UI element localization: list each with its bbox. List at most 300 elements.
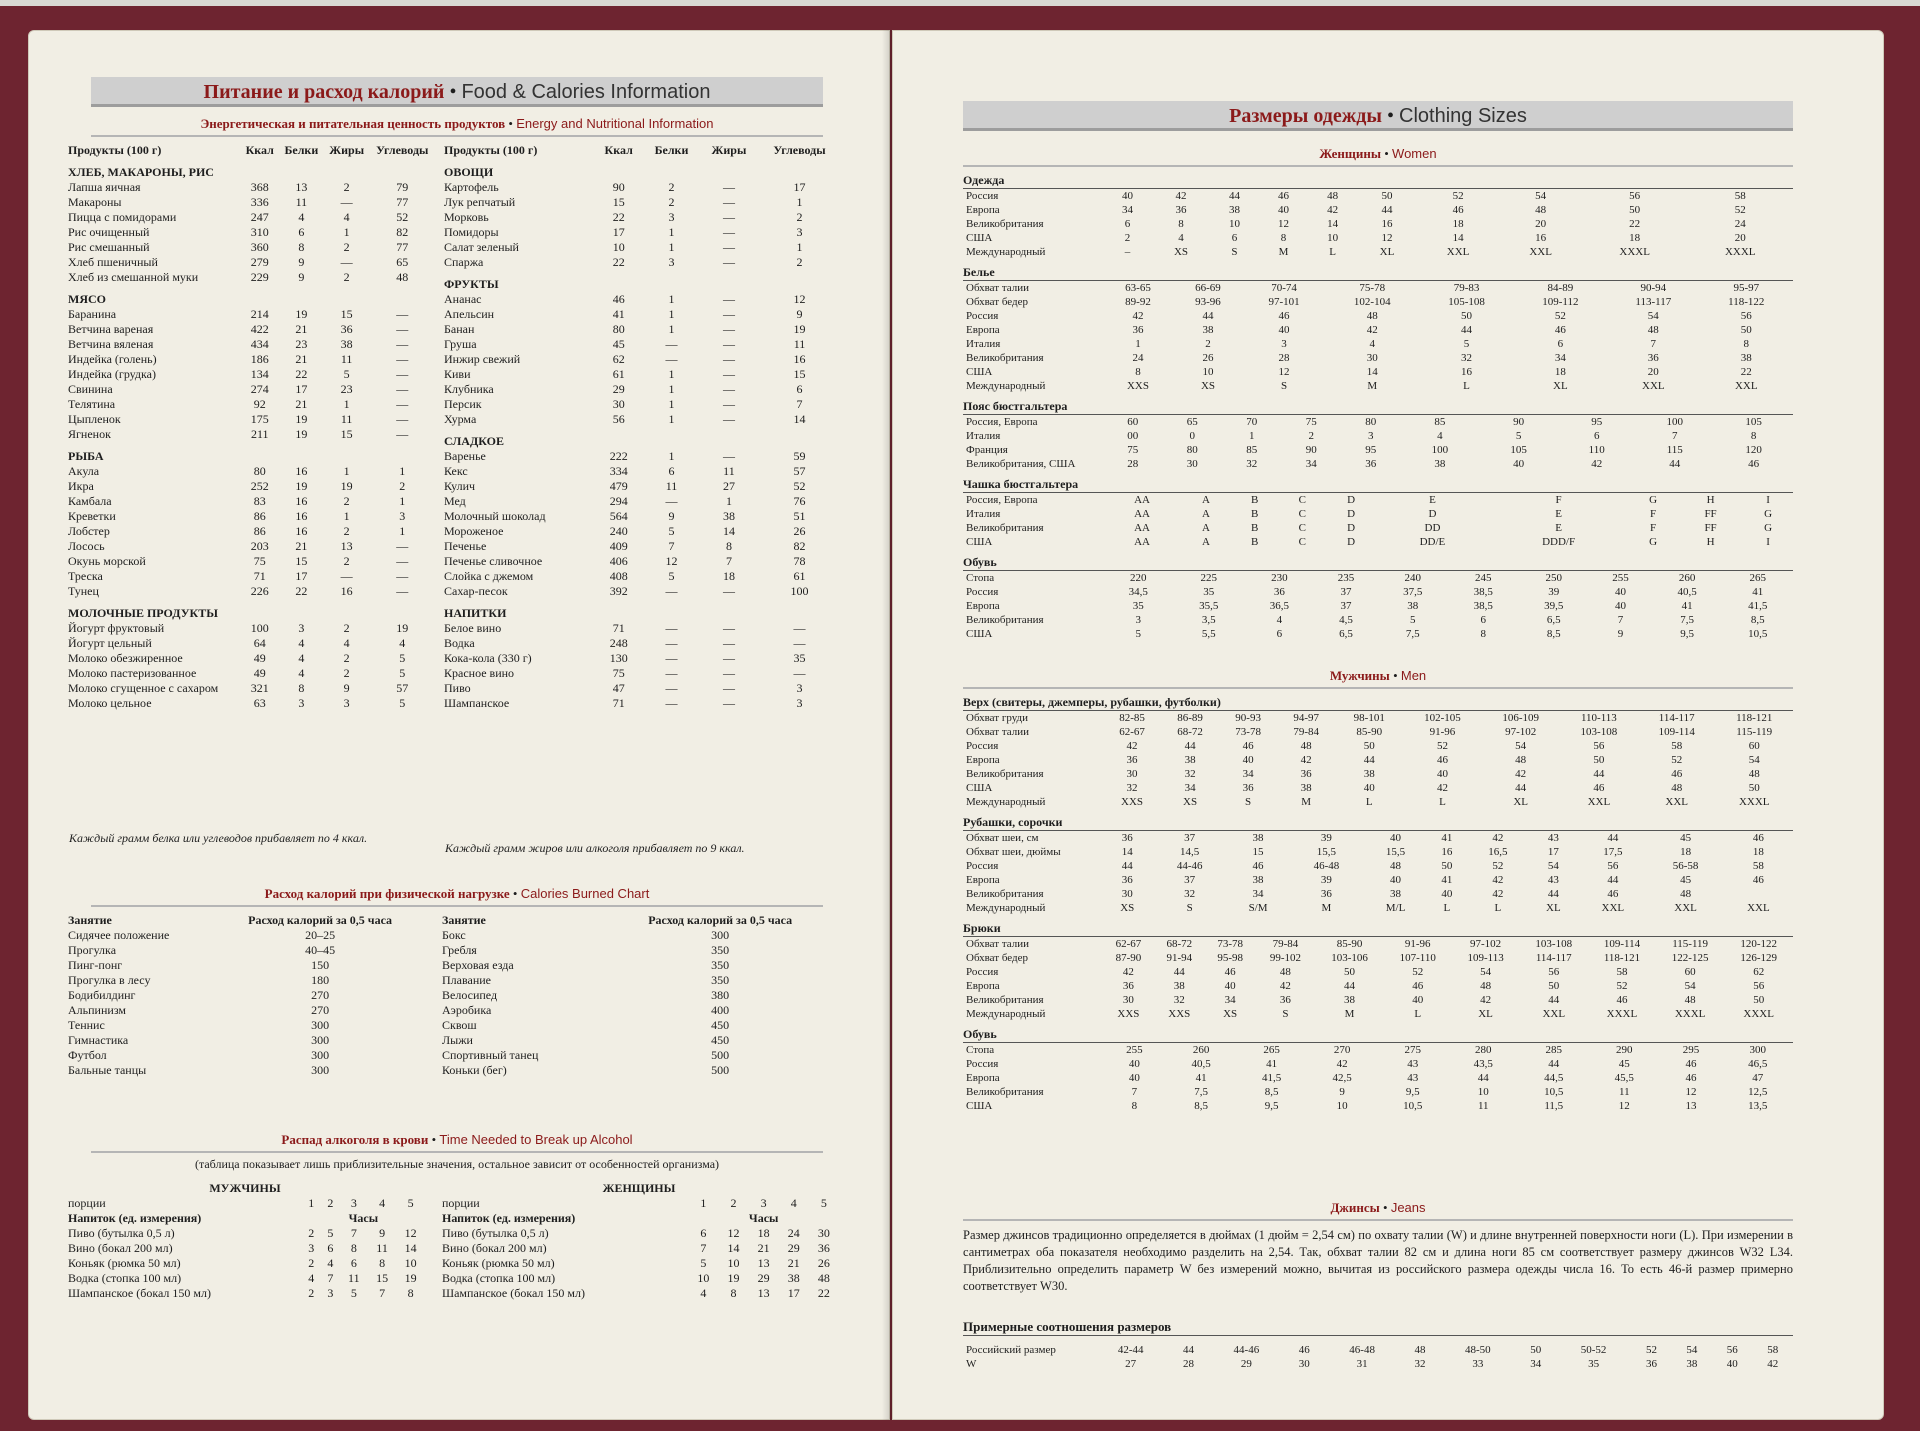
ratio-cell: 42 bbox=[1767, 1358, 1779, 1370]
women-bra-band-cell: 34 bbox=[1305, 458, 1317, 470]
ratio-cell: W bbox=[966, 1358, 977, 1370]
women-clothes-cell: XXL bbox=[1446, 246, 1470, 258]
men-shirts-row bbox=[963, 831, 1793, 845]
women-lingerie-cell: 2 bbox=[1205, 338, 1211, 350]
food-left-cell: 203 bbox=[250, 539, 269, 553]
men-tops-cell: 46 bbox=[1242, 740, 1254, 752]
burn-title-en: Calories Burned Chart bbox=[520, 886, 650, 901]
women-shoes-cell: США bbox=[966, 628, 993, 640]
women-bra-cup-cell: AA bbox=[1134, 494, 1150, 506]
men-trousers-cell: 48 bbox=[1684, 994, 1696, 1006]
women-lingerie-cell: 54 bbox=[1647, 310, 1659, 322]
food-right-row bbox=[441, 524, 841, 539]
women-shoes-cell: 9,5 bbox=[1680, 628, 1695, 640]
alc-women-drink-head: Напиток (ед. измерения) bbox=[442, 1211, 576, 1225]
food-left-cell: Камбала bbox=[68, 494, 112, 508]
men-trousers-cell: 44 bbox=[1173, 966, 1185, 978]
food-left-row bbox=[65, 195, 435, 210]
food-left-cell: 11 bbox=[295, 195, 308, 209]
alc-men-table bbox=[65, 1196, 425, 1301]
protein-note: Каждый грамм белка или углеводов прибавляет по 4 ккал. bbox=[69, 831, 368, 845]
women-bra-band-cell: 30 bbox=[1186, 458, 1198, 470]
food-right-cell: 6 bbox=[668, 464, 675, 478]
food-left-cell: 38 bbox=[340, 337, 353, 351]
men-tops-cell: 36 bbox=[1242, 782, 1254, 794]
women-lingerie-cell: 75-78 bbox=[1359, 282, 1386, 294]
men-tops-cell: 73-78 bbox=[1235, 726, 1261, 738]
food-left-row bbox=[65, 180, 435, 195]
women-lingerie-cell: 12 bbox=[1278, 366, 1290, 378]
men-shoes-cell: 11 bbox=[1477, 1100, 1489, 1112]
men-tops-cell: Великобритания bbox=[966, 768, 1044, 780]
food-left-cell: Треска bbox=[68, 569, 103, 583]
food-right-cell: 7 bbox=[796, 397, 803, 411]
alc-women-portion: порции bbox=[442, 1196, 480, 1210]
burn-right-row bbox=[439, 973, 839, 988]
food-left-cell: 1 bbox=[399, 464, 406, 478]
men-trousers-table bbox=[963, 937, 1793, 1021]
women-shoes-cell: 37 bbox=[1340, 600, 1352, 612]
food-left-cell: 48 bbox=[396, 270, 409, 284]
food-right-row bbox=[441, 621, 841, 636]
food-right-cell: 3 bbox=[668, 255, 675, 269]
women-clothes-cell: 44 bbox=[1381, 204, 1393, 216]
alc-women-cell: 5 bbox=[700, 1256, 707, 1270]
men-trousers-cell: 44 bbox=[1548, 994, 1560, 1006]
alc-women-cell: 21 bbox=[787, 1256, 800, 1270]
men-trousers-cell: S bbox=[1282, 1008, 1289, 1020]
alc-men-cell: Пиво (бутылка 0,5 л) bbox=[68, 1226, 175, 1240]
women-clothes-cell: XS bbox=[1173, 246, 1189, 258]
men-trousers-cell: 79-84 bbox=[1272, 938, 1299, 950]
men-shoes-cell: 285 bbox=[1545, 1044, 1563, 1056]
alc-men-cell: Шампанское (бокал 150 мл) bbox=[68, 1286, 211, 1300]
food-left-cell: 4 bbox=[343, 636, 350, 650]
men-shirts-cell: L bbox=[1494, 902, 1502, 914]
burn-subtitle: Расход калорий при физической нагрузке • Calories Burned Chart bbox=[91, 883, 823, 907]
men-shirts-cell: 46 bbox=[1752, 832, 1764, 844]
women-clothes-cell: 8 bbox=[1280, 232, 1287, 244]
food-right-row bbox=[441, 352, 841, 367]
women-lingerie-cell: 46 bbox=[1278, 310, 1290, 322]
food-right-row bbox=[441, 681, 841, 696]
men-shirts-cell: 54 bbox=[1547, 860, 1559, 872]
men-shoes-cell: Стопа bbox=[966, 1044, 995, 1056]
food-left-cell: 2 bbox=[343, 270, 350, 284]
men-shirts-cell: XXL bbox=[1601, 902, 1625, 914]
women-lingerie-cell: 84-89 bbox=[1547, 282, 1574, 294]
ratio-cell: Российский размер bbox=[966, 1344, 1056, 1356]
ratio-cell: 46 bbox=[1298, 1344, 1310, 1356]
women-clothes-cell: 6 bbox=[1231, 232, 1238, 244]
burn-left-activity: Альпинизм bbox=[68, 1003, 126, 1017]
food-right-cell: 76 bbox=[793, 494, 806, 508]
women-bra-band-cell: 100 bbox=[1431, 444, 1449, 456]
burn-left-kcal: 180 bbox=[311, 973, 330, 987]
women-clothes-cell: 12 bbox=[1278, 218, 1290, 230]
men-shoes-cell: 10,5 bbox=[1403, 1100, 1423, 1112]
men-shirts-cell: 36 bbox=[1320, 888, 1332, 900]
men-shirts-row bbox=[963, 873, 1793, 887]
women-bra-band-cell: 1 bbox=[1249, 430, 1255, 442]
women-lingerie-cell: 44 bbox=[1461, 324, 1473, 336]
food-right-cell: 18 bbox=[722, 569, 735, 583]
burn-left-head-activity: Занятие bbox=[68, 913, 112, 927]
men-shirts-cell: 44 bbox=[1607, 874, 1619, 886]
food-right-cell: — bbox=[722, 651, 735, 665]
women-bra-cup-cell: AA bbox=[1134, 508, 1150, 520]
men-shirts-cell: 15 bbox=[1252, 846, 1264, 858]
women-bra-cup-cell: Италия bbox=[966, 508, 1001, 520]
alc-men-hours: Часы bbox=[348, 1211, 379, 1225]
food-right-cell: — bbox=[722, 696, 735, 710]
alc-men-cell: 6 bbox=[350, 1256, 357, 1270]
men-trousers-cell: 30 bbox=[1122, 994, 1134, 1006]
women-shoes-cell: 10,5 bbox=[1748, 628, 1768, 640]
men-shirts-cell: 14,5 bbox=[1180, 846, 1200, 858]
women-clothes-cell: Великобритания bbox=[966, 218, 1044, 230]
men-shoes-cell: 41,5 bbox=[1262, 1072, 1282, 1084]
food-left-cell: Лапша яичная bbox=[68, 180, 141, 194]
ratio-cell: 30 bbox=[1298, 1358, 1310, 1370]
ratio-cell: 50-52 bbox=[1580, 1344, 1607, 1356]
women-bra-cup-cell: B bbox=[1251, 536, 1259, 548]
food-right-cell: 392 bbox=[609, 584, 628, 598]
men-tops-cell: 46 bbox=[1436, 754, 1448, 766]
men-tops-cell: 97-102 bbox=[1505, 726, 1537, 738]
burn-right-activity: Лыжи bbox=[442, 1033, 473, 1047]
food-left-cell: Йогурт цельный bbox=[68, 636, 152, 650]
men-trousers-cell: 73-78 bbox=[1217, 938, 1243, 950]
ratio-cell: 32 bbox=[1414, 1358, 1426, 1370]
food-right-cell: — bbox=[722, 681, 735, 695]
food-left-head-cell: Белки bbox=[284, 143, 319, 157]
food-left-cell: Баранина bbox=[68, 307, 117, 321]
food-right-row bbox=[441, 367, 841, 382]
women-clothes-cell: 20 bbox=[1734, 232, 1746, 244]
men-tops-cell: 32 bbox=[1126, 782, 1138, 794]
women-shoes-table bbox=[963, 571, 1793, 641]
food-left-cell: — bbox=[396, 412, 409, 426]
men-shirts-row bbox=[963, 845, 1793, 859]
left-page bbox=[28, 30, 890, 1420]
men-shirts-cell: 44 bbox=[1547, 888, 1559, 900]
food-left-cell: 8 bbox=[298, 240, 305, 254]
women-lingerie-cell: 63-65 bbox=[1125, 282, 1151, 294]
women-shoes-cell: 6 bbox=[1480, 614, 1486, 626]
food-left-head-cell: Углеводы bbox=[376, 143, 429, 157]
women-lingerie-cell: 36 bbox=[1647, 352, 1659, 364]
burn-right-table bbox=[439, 913, 839, 1078]
men-trousers-cell: XL bbox=[1478, 1008, 1493, 1020]
women-bra-band-cell: 100 bbox=[1666, 416, 1683, 428]
alc-women-cell: Пиво (бутылка 0,5 л) bbox=[442, 1226, 549, 1240]
women-bra-cup-cell: AA bbox=[1134, 522, 1150, 534]
men-tops-cell: Международный bbox=[966, 796, 1046, 808]
food-table-right bbox=[441, 143, 841, 711]
alc-women-portion-num: 4 bbox=[790, 1196, 797, 1210]
men-trousers-cell: Обхват бедер bbox=[966, 952, 1028, 964]
alc-women-cell: 10 bbox=[727, 1256, 740, 1270]
burn-left-row bbox=[65, 958, 425, 973]
men-tops-cell: 94-97 bbox=[1293, 712, 1319, 724]
women-bra-cup-cell: E bbox=[1555, 508, 1562, 520]
men-shirts-cell: S bbox=[1186, 902, 1193, 914]
men-tops-cell: 42 bbox=[1300, 754, 1312, 766]
men-shirts-cell: 15,5 bbox=[1316, 846, 1337, 858]
food-left-cell: 23 bbox=[295, 337, 308, 351]
men-trousers-cell: 114-117 bbox=[1535, 952, 1572, 964]
alc-women-portion-num: 2 bbox=[730, 1196, 737, 1210]
women-clothes-cell: 54 bbox=[1535, 190, 1547, 202]
food-left-cell: 11 bbox=[340, 412, 353, 426]
alcohol-men-table bbox=[65, 1181, 425, 1301]
men-tops-cell: 68-72 bbox=[1177, 726, 1203, 738]
food-right-cell: 11 bbox=[665, 479, 678, 493]
food-right-row bbox=[441, 651, 841, 666]
food-left-cell: 6 bbox=[298, 225, 305, 239]
men-shirts-cell: 39 bbox=[1320, 874, 1332, 886]
burn-left-table bbox=[65, 913, 425, 1078]
women-bra-cup-row bbox=[963, 493, 1793, 507]
women-clothes-cell: 16 bbox=[1535, 232, 1547, 244]
alc-men-cell: Водка (стопка 100 мл) bbox=[68, 1271, 182, 1285]
food-right-cell: 2 bbox=[796, 255, 803, 269]
women-lingerie-cell: 102-104 bbox=[1353, 296, 1391, 308]
food-left-cell: 23 bbox=[340, 382, 353, 396]
food-left-row bbox=[65, 494, 435, 509]
men-shirts-cell: 46 bbox=[1752, 874, 1764, 886]
burn-right-activity: Бокс bbox=[442, 928, 466, 942]
food-right-row bbox=[441, 584, 841, 599]
food-left-cell: 21 bbox=[295, 352, 308, 366]
food-left-cell: 321 bbox=[250, 681, 269, 695]
alc-women-portion-num: 1 bbox=[700, 1196, 707, 1210]
men-shirts-cell: 34 bbox=[1252, 888, 1264, 900]
women-bra-band-cell: 00 bbox=[1127, 430, 1139, 442]
women-lingerie-cell: 10 bbox=[1202, 366, 1214, 378]
alc-women-cell: 26 bbox=[817, 1256, 830, 1270]
men-tops-cell: Россия bbox=[966, 740, 999, 752]
ratio-cell: 40 bbox=[1726, 1358, 1738, 1370]
women-lingerie-cell: 52 bbox=[1554, 310, 1566, 322]
food-right-cell: 51 bbox=[793, 509, 806, 523]
burn-right-kcal: 450 bbox=[711, 1033, 730, 1047]
men-shirts-cell: XXL bbox=[1747, 902, 1770, 914]
food-right-row bbox=[441, 337, 841, 352]
food-left-category-label: РЫБА bbox=[68, 449, 104, 463]
food-left-row bbox=[65, 479, 435, 494]
men-tops-cell: 32 bbox=[1184, 768, 1196, 780]
food-right-category bbox=[441, 270, 841, 292]
food-right-cell: — bbox=[665, 352, 678, 366]
women-clothes-cell: Европа bbox=[966, 204, 1000, 216]
women-shoes-row bbox=[963, 585, 1793, 599]
women-shoes-cell: 35 bbox=[1203, 586, 1215, 598]
women-lingerie-cell: 48 bbox=[1647, 324, 1659, 336]
women-clothes-name: Одежда bbox=[963, 173, 1793, 189]
women-bra-band-cell: 7 bbox=[1672, 430, 1678, 442]
burn-right-row bbox=[439, 1033, 839, 1048]
men-shirts-cell: 42 bbox=[1492, 874, 1504, 886]
women-shoes-cell: 250 bbox=[1545, 572, 1563, 584]
food-right-cell: 334 bbox=[609, 464, 628, 478]
women-lingerie-cell: 118-122 bbox=[1728, 296, 1765, 308]
men-shirts-cell: 37 bbox=[1184, 832, 1196, 844]
men-tops-cell: 102-105 bbox=[1424, 712, 1461, 724]
men-trousers-cell: 38 bbox=[1173, 980, 1185, 992]
men-shirts-cell: 45 bbox=[1680, 832, 1692, 844]
men-en: Men bbox=[1400, 668, 1427, 683]
alc-women-cell: 8 bbox=[730, 1286, 737, 1300]
food-right-cell: 14 bbox=[722, 524, 735, 538]
food-right-cell: 1 bbox=[668, 397, 675, 411]
food-left-cell: 22 bbox=[295, 367, 308, 381]
burn-right-activity: Плавание bbox=[442, 973, 491, 987]
alc-title-en: Time Needed to Break up Alcohol bbox=[439, 1132, 633, 1147]
men-shoes-table bbox=[963, 1043, 1793, 1113]
food-left-cell: Лобстер bbox=[68, 524, 110, 538]
food-left-cell: 2 bbox=[343, 494, 350, 508]
women-clothes-cell: 34 bbox=[1122, 204, 1134, 216]
food-left-cell: 175 bbox=[250, 412, 269, 426]
ratio-cell: 35 bbox=[1588, 1358, 1600, 1370]
men-shoes-cell: 7,5 bbox=[1194, 1086, 1208, 1098]
food-right-header bbox=[441, 143, 841, 158]
food-left-cell: 21 bbox=[295, 539, 308, 553]
food-right-cell: 1 bbox=[668, 449, 675, 463]
men-shoes-cell: 12 bbox=[1685, 1086, 1697, 1098]
women-bra-band-cell: 105 bbox=[1510, 444, 1527, 456]
food-left-cell: 4 bbox=[399, 636, 406, 650]
burn-left-row bbox=[65, 1033, 425, 1048]
food-right-cell: 41 bbox=[612, 307, 625, 321]
men-trousers-cell: 62-67 bbox=[1115, 938, 1142, 950]
women-lingerie-cell: 34 bbox=[1554, 352, 1566, 364]
women-lingerie-cell: L bbox=[1463, 380, 1470, 392]
food-right-cell: 11 bbox=[723, 464, 735, 478]
women-lingerie-cell: 50 bbox=[1461, 310, 1473, 322]
food-left-cell: — bbox=[340, 569, 353, 583]
food-right-row bbox=[441, 240, 841, 255]
food-left-cell: 247 bbox=[250, 210, 269, 224]
men-tops-cell: 44 bbox=[1515, 782, 1527, 794]
alc-title-ru: Распад алкоголя в крови bbox=[281, 1132, 429, 1147]
burn-right-activity: Велосипед bbox=[442, 988, 498, 1002]
women-tables bbox=[963, 171, 1793, 641]
food-right-cell: Банан bbox=[444, 322, 475, 336]
women-clothes-row bbox=[963, 217, 1793, 231]
men-shoes-cell: 290 bbox=[1616, 1044, 1633, 1056]
women-shoes-cell: 260 bbox=[1678, 572, 1696, 584]
women-shoes-cell: 240 bbox=[1404, 572, 1421, 584]
burn-right-activity: Верховая езда bbox=[442, 958, 514, 972]
food-left-cell: 83 bbox=[253, 494, 266, 508]
women-clothes-cell: S bbox=[1231, 246, 1238, 258]
women-bra-cup-cell: A bbox=[1202, 536, 1210, 548]
women-bra-cup-cell: D bbox=[1347, 536, 1356, 548]
men-trousers-cell: Великобритания bbox=[966, 994, 1044, 1006]
men-trousers-cell: 85-90 bbox=[1336, 938, 1363, 950]
food-left-cell: Креветки bbox=[68, 509, 116, 523]
women-lingerie-cell: XS bbox=[1200, 380, 1215, 392]
men-tops-cell: 34 bbox=[1242, 768, 1254, 780]
food-left-cell: 49 bbox=[253, 666, 266, 680]
men-tops-cell: 42 bbox=[1515, 768, 1527, 780]
food-left-cell: 186 bbox=[250, 352, 269, 366]
ratio-cell: 48 bbox=[1414, 1344, 1426, 1356]
men-tops-cell: 40 bbox=[1363, 782, 1375, 794]
men-trousers-cell: XS bbox=[1223, 1008, 1238, 1020]
men-shoes-cell: 44,5 bbox=[1544, 1072, 1564, 1084]
men-tops-cell: XXL bbox=[1665, 796, 1689, 808]
men-trousers-cell: XXS bbox=[1168, 1008, 1191, 1020]
women-lingerie-cell: S bbox=[1280, 380, 1288, 392]
men-shoes-cell: 8,5 bbox=[1264, 1086, 1279, 1098]
men-shirts-cell: XXL bbox=[1674, 902, 1697, 914]
food-right-cell: Персик bbox=[444, 397, 482, 411]
food-left-row bbox=[65, 621, 435, 636]
men-tops-cell: 48 bbox=[1515, 754, 1527, 766]
men-trousers-cell: 42 bbox=[1279, 980, 1291, 992]
alc-men-cell: 7 bbox=[379, 1286, 386, 1300]
women-bra-cup-cell: C bbox=[1298, 536, 1306, 548]
food-left-row bbox=[65, 352, 435, 367]
women-shoes-cell: 37,5 bbox=[1403, 586, 1423, 598]
food-left-header bbox=[65, 143, 435, 158]
food-left-cell: — bbox=[396, 307, 409, 321]
women-bra-band-row bbox=[963, 457, 1793, 471]
men-trousers-row bbox=[963, 965, 1793, 979]
women-bra-cup-cell: Россия, Европа bbox=[966, 494, 1038, 506]
alc-men-cell: 14 bbox=[404, 1241, 417, 1255]
food-left-cell: 1 bbox=[399, 494, 406, 508]
men-tops-cell: 115-119 bbox=[1736, 726, 1773, 738]
burn-left-row bbox=[65, 943, 425, 958]
women-clothes-cell: XXXL bbox=[1724, 246, 1756, 258]
food-right-cell: 1 bbox=[796, 195, 803, 209]
men-trousers-cell: 56 bbox=[1753, 980, 1765, 992]
women-lingerie-cell: 22 bbox=[1740, 366, 1752, 378]
alc-women-cell: 7 bbox=[700, 1241, 707, 1255]
men-shoes-cell: Великобритания bbox=[966, 1086, 1044, 1098]
men-shoes-cell: 9 bbox=[1339, 1086, 1345, 1098]
food-left-cell: 16 bbox=[295, 494, 308, 508]
food-right-row bbox=[441, 554, 841, 569]
men-shoes-cell: 42,5 bbox=[1332, 1072, 1352, 1084]
food-left-cell: Рис очищенный bbox=[68, 225, 150, 239]
women-bra-band-cell: 80 bbox=[1365, 416, 1377, 428]
burn-right-row bbox=[439, 1048, 839, 1063]
food-right-cell: Водка bbox=[444, 636, 475, 650]
burn-left-kcal: 300 bbox=[311, 1063, 330, 1077]
women-bra-band-cell: 5 bbox=[1515, 430, 1522, 442]
food-left-cell: 1 bbox=[399, 524, 406, 538]
men-trousers-cell: 54 bbox=[1480, 966, 1492, 978]
ratio-cell: 29 bbox=[1240, 1358, 1252, 1370]
men-trousers-row bbox=[963, 1007, 1793, 1021]
food-right-cell: 7 bbox=[725, 554, 732, 568]
food-right-cell: 57 bbox=[793, 464, 806, 478]
alc-men-cell: 2 bbox=[308, 1226, 315, 1240]
food-left-cell: 1 bbox=[343, 225, 350, 239]
women-bra-band-cell: 44 bbox=[1669, 458, 1681, 470]
food-right-cell: 8 bbox=[725, 539, 732, 553]
food-left-cell: 8 bbox=[298, 681, 305, 695]
women-lingerie-row bbox=[963, 351, 1793, 365]
men-trousers-cell: XXXL bbox=[1674, 1008, 1706, 1020]
men-shirts-cell: 46 bbox=[1607, 888, 1619, 900]
